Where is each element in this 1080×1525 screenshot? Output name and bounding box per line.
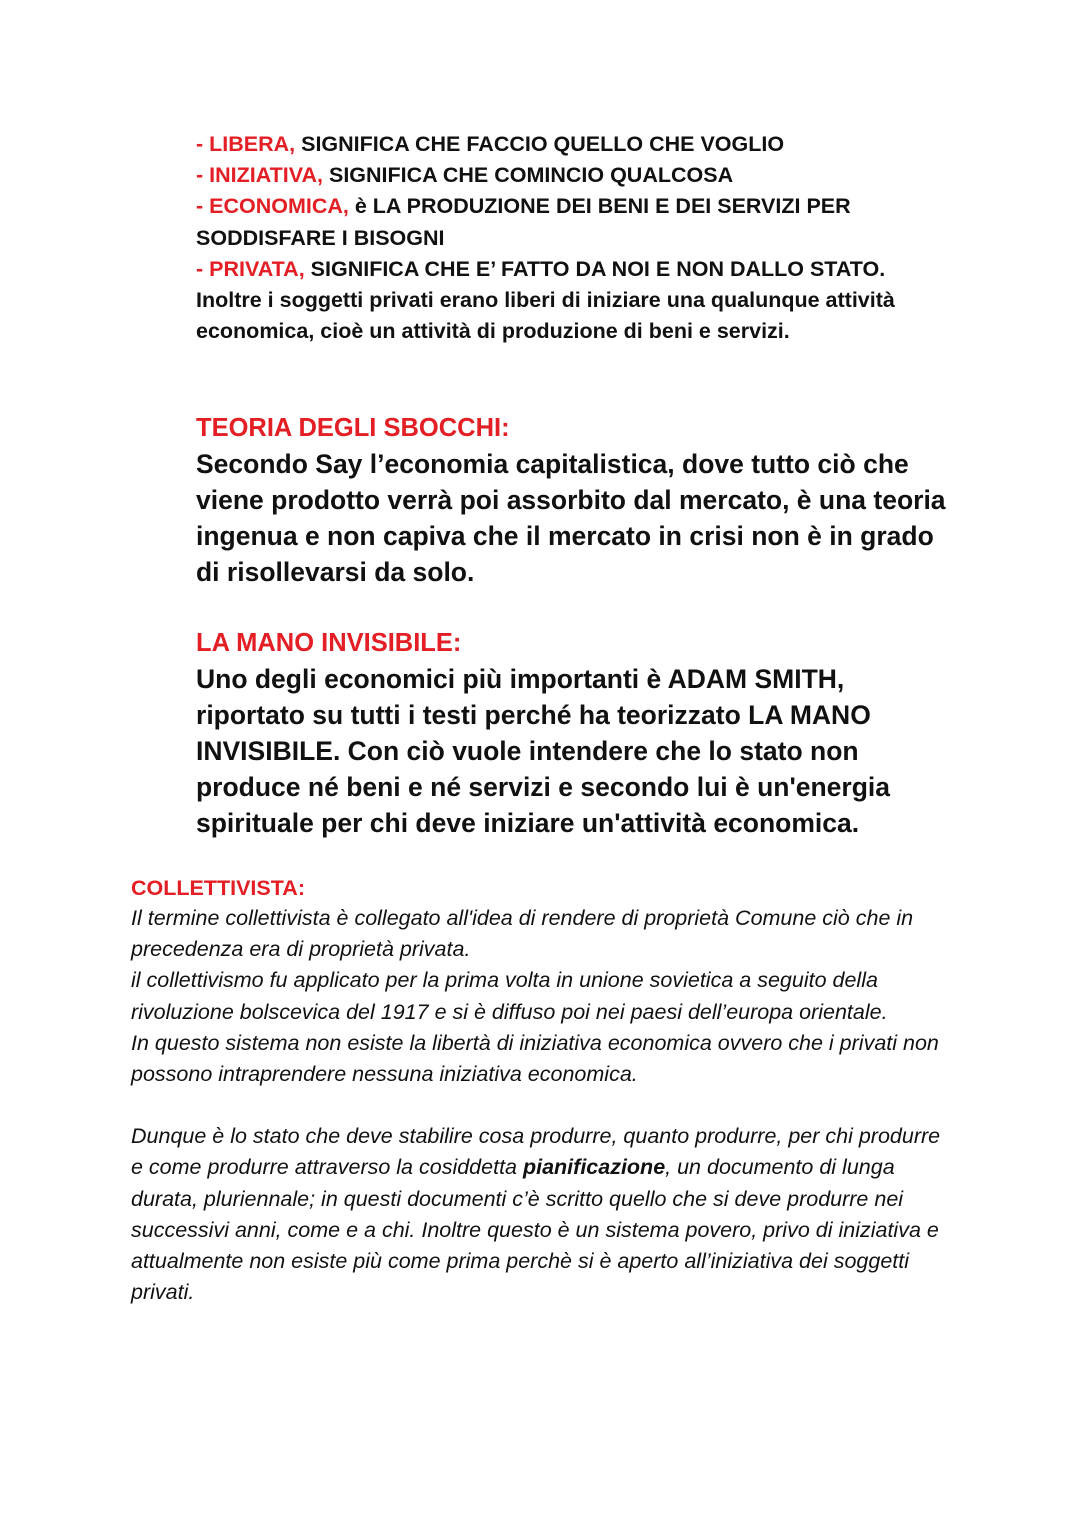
definition-term: - INIZIATIVA, — [196, 163, 323, 188]
paragraph-freedom: In questo sistema non esiste la libertà di iniziativa economica ovvero che i privati non possono intraprendere nessuna iniziativa economica. — [131, 1030, 939, 1087]
section-body: Uno degli economici più importanti è ADAM SMITH, riportato su tutti i testi perché ha teorizzato LA MANO INVISIBILE. Con ciò vuole intendere che lo stato non produce né beni e né servizi e secondo lui è un'energia spirituale per chi deve iniziare un'attività economica. — [196, 664, 891, 838]
definition-text: SIGNIFICA CHE E’ FATTO DA NOI E NON DALLO STATO. — [304, 256, 886, 281]
section-title: TEORIA DEGLI SBOCCHI: — [196, 414, 510, 442]
text-before: Dunque è lo stato che deve stabilire cosa produrre, quanto produrre, per chi produrre e come produrre attraverso la cosiddetta — [131, 1124, 941, 1180]
section-teoria-sbocchi — [196, 410, 956, 590]
paragraph-pianificazione — [131, 1121, 951, 1308]
intro-paragraph: Inoltre i soggetti privati erano liberi di iniziare una qualunque attività economica, cioè un attività di produzione di beni e servizi. — [196, 288, 895, 344]
section-title: LA MANO INVISIBILE: — [196, 629, 462, 657]
definition-term: - PRIVATA, — [196, 256, 305, 281]
section-mano-invisibile — [196, 625, 956, 841]
definition-libera — [196, 129, 956, 160]
definitions-list — [196, 129, 956, 347]
definition-economica — [196, 191, 956, 253]
definition-text: è LA PRODUZIONE DEI BENI E DEI SERVIZI PER SODDISFARE I BISOGNI — [196, 194, 851, 250]
paragraph-definition: Il termine collettivista è collegato all'idea di rendere di proprietà Comune ciò che in precedenza era di proprietà privata. — [131, 906, 914, 962]
term-pianificazione: pianificazione — [522, 1155, 666, 1180]
section-collettivista — [131, 873, 951, 1308]
definition-iniziativa — [196, 160, 956, 191]
definition-text: SIGNIFICA CHE FACCIO QUELLO CHE VOGLIO — [295, 132, 785, 156]
definition-privata — [196, 254, 956, 285]
paragraph-history: il collettivismo fu applicato per la prima volta in unione sovietica a seguito della rivoluzione bolscevica del 1917 e si è diffuso poi nei paesi dell’europa orientale. — [131, 968, 888, 1024]
definition-text: SIGNIFICA CHE COMINCIO QUALCOSA — [323, 163, 734, 188]
section-title: COLLETTIVISTA: — [131, 876, 305, 900]
definition-term: - LIBERA, — [196, 132, 296, 156]
text-after: , un documento di lunga durata, pluriennale; in questi documenti c’è scritto quello che si deve produrre nei successivi anni, come e a chi. Inoltre questo è un sistema povero, privo di iniziativa e attualmente non esiste più come prima perchè si è aperto all’iniziativa dei soggetti privati. — [131, 1155, 939, 1305]
definition-term: - ECONOMICA, — [196, 194, 349, 219]
section-body: Secondo Say l’economia capitalistica, dove tutto ciò che viene prodotto verrà poi assorbito dal mercato, è una teoria ingenua e non capiva che il mercato in crisi non è in grado di risollevarsi da solo. — [196, 449, 946, 587]
